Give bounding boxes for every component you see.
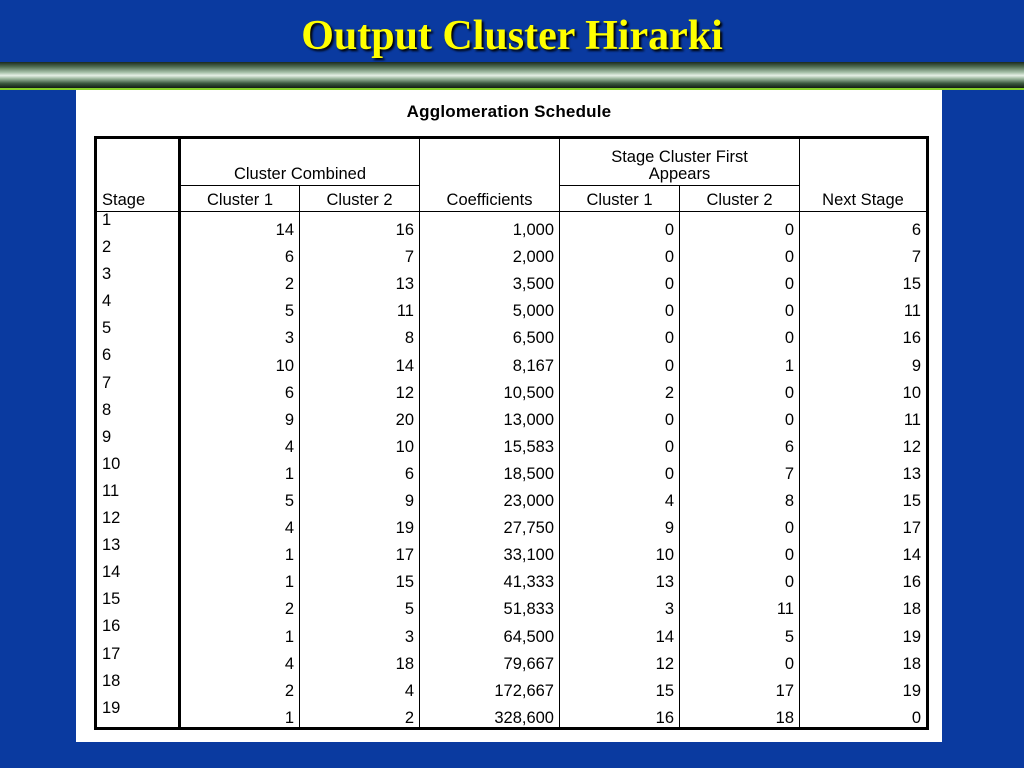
cell-sc-cluster-2: 1 [680,347,800,374]
table-row [96,212,928,240]
cell-sc-cluster-2: 7 [680,456,800,483]
cell-coefficient: 79,667 [420,646,560,673]
agglomeration-schedule-table [94,136,929,730]
cell-cc-cluster-1: 10 [180,347,300,374]
table-row [96,700,928,729]
cell-cc-cluster-2: 15 [300,564,420,591]
header-cc-cluster-2: Cluster 2 [300,186,420,212]
cell-cc-cluster-1: 1 [180,564,300,591]
cell-coefficient: 2,000 [420,239,560,266]
table-row [96,456,928,483]
cell-sc-cluster-2: 0 [680,564,800,591]
cell-stage: 5 [96,320,180,347]
cell-cc-cluster-1: 6 [180,239,300,266]
cell-stage: 1 [96,212,180,240]
cell-sc-cluster-2: 8 [680,483,800,510]
cell-cc-cluster-1: 9 [180,402,300,429]
cell-next-stage: 18 [800,591,928,618]
cell-sc-cluster-2: 0 [680,293,800,320]
cell-cc-cluster-1: 4 [180,646,300,673]
cell-cc-cluster-1: 1 [180,456,300,483]
cell-next-stage: 15 [800,266,928,293]
cell-cc-cluster-1: 1 [180,618,300,645]
cell-next-stage: 14 [800,537,928,564]
cell-cc-cluster-2: 17 [300,537,420,564]
cell-sc-cluster-2: 6 [680,429,800,456]
cell-sc-cluster-1: 0 [560,320,680,347]
cell-cc-cluster-2: 11 [300,293,420,320]
cell-sc-cluster-1: 15 [560,673,680,700]
cell-coefficient: 23,000 [420,483,560,510]
cell-next-stage: 15 [800,483,928,510]
cell-next-stage: 11 [800,402,928,429]
cell-stage: 6 [96,347,180,374]
header-sc-cluster-1: Cluster 1 [560,186,680,212]
cell-sc-cluster-1: 0 [560,402,680,429]
cell-cc-cluster-1: 1 [180,537,300,564]
cell-cc-cluster-2: 20 [300,402,420,429]
cell-cc-cluster-2: 2 [300,700,420,729]
cell-sc-cluster-1: 2 [560,375,680,402]
cell-next-stage: 13 [800,456,928,483]
cell-sc-cluster-1: 12 [560,646,680,673]
cell-cc-cluster-2: 10 [300,429,420,456]
cell-cc-cluster-1: 4 [180,429,300,456]
cell-sc-cluster-1: 14 [560,618,680,645]
cell-sc-cluster-2: 17 [680,673,800,700]
cell-sc-cluster-2: 0 [680,510,800,537]
cell-stage: 7 [96,375,180,402]
header-stage: Stage [96,138,180,212]
table-body [96,212,928,729]
cell-cc-cluster-1: 3 [180,320,300,347]
cell-cc-cluster-2: 8 [300,320,420,347]
cell-cc-cluster-2: 14 [300,347,420,374]
table-row [96,293,928,320]
cell-cc-cluster-1: 6 [180,375,300,402]
cell-sc-cluster-1: 0 [560,456,680,483]
cell-stage: 17 [96,646,180,673]
cell-next-stage: 6 [800,212,928,240]
table-row [96,402,928,429]
cell-sc-cluster-2: 0 [680,375,800,402]
cell-cc-cluster-2: 18 [300,646,420,673]
table-row [96,510,928,537]
cell-coefficient: 6,500 [420,320,560,347]
cell-coefficient: 328,600 [420,700,560,729]
cell-sc-cluster-2: 0 [680,212,800,240]
table-row [96,646,928,673]
cell-cc-cluster-1: 5 [180,483,300,510]
cell-sc-cluster-1: 0 [560,266,680,293]
header-cc-cluster-1: Cluster 1 [180,186,300,212]
table-row [96,591,928,618]
table-row [96,618,928,645]
cell-coefficient: 13,000 [420,402,560,429]
header-sc-cluster-2: Cluster 2 [680,186,800,212]
cell-cc-cluster-2: 19 [300,510,420,537]
cell-sc-cluster-2: 0 [680,537,800,564]
cell-coefficient: 10,500 [420,375,560,402]
cell-sc-cluster-1: 10 [560,537,680,564]
cell-cc-cluster-2: 4 [300,673,420,700]
table-row [96,564,928,591]
cell-cc-cluster-2: 13 [300,266,420,293]
cell-sc-cluster-1: 4 [560,483,680,510]
cell-cc-cluster-2: 3 [300,618,420,645]
table-row [96,320,928,347]
table-title: Agglomeration Schedule [406,102,612,121]
table-row [96,375,928,402]
cell-stage: 8 [96,402,180,429]
cell-coefficient: 8,167 [420,347,560,374]
cell-coefficient: 1,000 [420,212,560,240]
cell-next-stage: 10 [800,375,928,402]
cell-next-stage: 19 [800,673,928,700]
cell-sc-cluster-2: 11 [680,591,800,618]
table-panel [76,90,942,742]
header-stage-cluster-first-appears: Stage Cluster First Appears [560,138,800,186]
cell-next-stage: 18 [800,646,928,673]
cell-coefficient: 172,667 [420,673,560,700]
cell-coefficient: 64,500 [420,618,560,645]
cell-cc-cluster-1: 4 [180,510,300,537]
header-coefficients: Coefficients [420,138,560,212]
cell-stage: 16 [96,618,180,645]
cell-coefficient: 51,833 [420,591,560,618]
cell-cc-cluster-2: 12 [300,375,420,402]
cell-next-stage: 11 [800,293,928,320]
cell-next-stage: 17 [800,510,928,537]
header-cluster-combined: Cluster Combined [180,138,420,186]
cell-sc-cluster-1: 0 [560,293,680,320]
cell-stage: 13 [96,537,180,564]
cell-stage: 15 [96,591,180,618]
cell-cc-cluster-1: 14 [180,212,300,240]
cell-sc-cluster-1: 0 [560,212,680,240]
cell-sc-cluster-2: 0 [680,646,800,673]
cell-stage: 3 [96,266,180,293]
cell-stage: 10 [96,456,180,483]
cell-stage: 9 [96,429,180,456]
header-next-stage: Next Stage [800,138,928,212]
cell-stage: 2 [96,239,180,266]
cell-stage: 11 [96,483,180,510]
cell-sc-cluster-2: 5 [680,618,800,645]
cell-stage: 14 [96,564,180,591]
cell-coefficient: 15,583 [420,429,560,456]
cell-cc-cluster-1: 5 [180,293,300,320]
cell-sc-cluster-2: 0 [680,239,800,266]
cell-cc-cluster-1: 2 [180,673,300,700]
cell-cc-cluster-2: 9 [300,483,420,510]
cell-stage: 4 [96,293,180,320]
cell-coefficient: 33,100 [420,537,560,564]
table-row [96,266,928,293]
cell-sc-cluster-1: 0 [560,429,680,456]
table-row [96,347,928,374]
cell-sc-cluster-2: 0 [680,266,800,293]
cell-sc-cluster-1: 16 [560,700,680,729]
cell-sc-cluster-1: 0 [560,347,680,374]
table-row [96,537,928,564]
cell-sc-cluster-2: 0 [680,402,800,429]
cell-sc-cluster-2: 18 [680,700,800,729]
cell-cc-cluster-2: 5 [300,591,420,618]
title-divider-bar [0,62,1024,90]
cell-coefficient: 27,750 [420,510,560,537]
cell-next-stage: 9 [800,347,928,374]
cell-sc-cluster-1: 13 [560,564,680,591]
table-row [96,673,928,700]
cell-next-stage: 12 [800,429,928,456]
cell-cc-cluster-2: 7 [300,239,420,266]
cell-next-stage: 19 [800,618,928,645]
table-row [96,483,928,510]
cell-sc-cluster-1: 3 [560,591,680,618]
cell-cc-cluster-2: 16 [300,212,420,240]
cell-cc-cluster-1: 1 [180,700,300,729]
cell-stage: 19 [96,700,180,729]
cell-next-stage: 0 [800,700,928,729]
cell-cc-cluster-1: 2 [180,266,300,293]
cell-coefficient: 41,333 [420,564,560,591]
cell-next-stage: 7 [800,239,928,266]
cell-coefficient: 3,500 [420,266,560,293]
cell-stage: 18 [96,673,180,700]
cell-coefficient: 18,500 [420,456,560,483]
slide-title: Output Cluster Hirarki [301,13,723,59]
cell-stage: 12 [96,510,180,537]
cell-cc-cluster-2: 6 [300,456,420,483]
table-row [96,239,928,266]
cell-cc-cluster-1: 2 [180,591,300,618]
cell-next-stage: 16 [800,564,928,591]
cell-coefficient: 5,000 [420,293,560,320]
cell-sc-cluster-2: 0 [680,320,800,347]
cell-sc-cluster-1: 9 [560,510,680,537]
cell-sc-cluster-1: 0 [560,239,680,266]
cell-next-stage: 16 [800,320,928,347]
table-row [96,429,928,456]
